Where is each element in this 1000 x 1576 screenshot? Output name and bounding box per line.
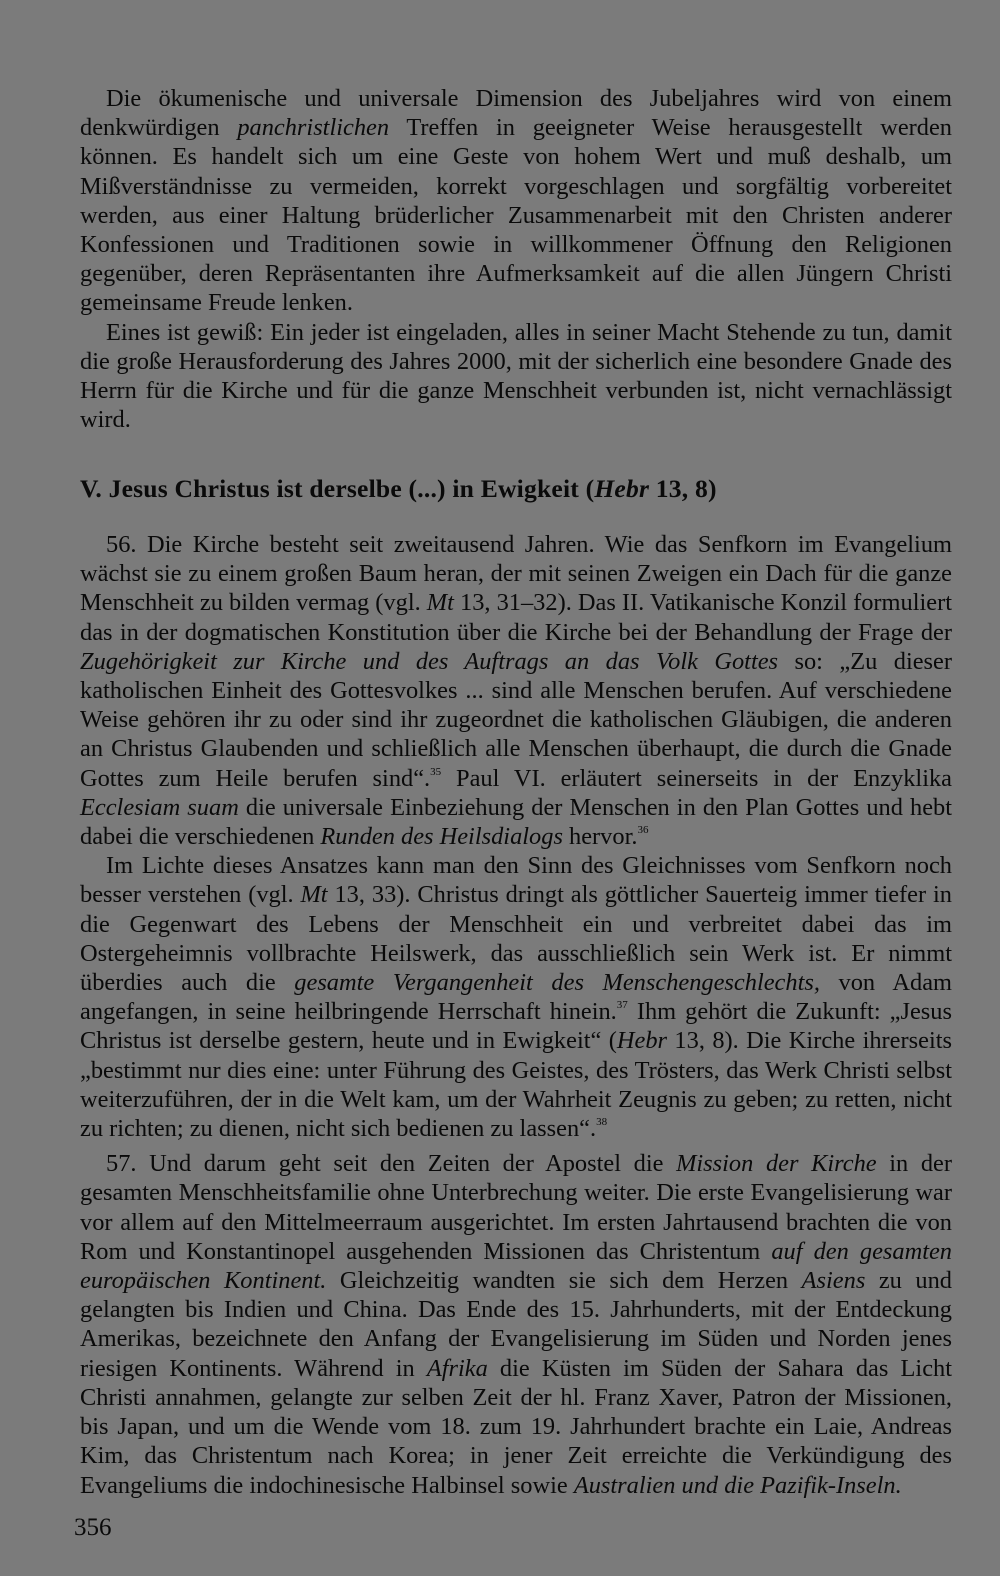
text-run: Paul VI. erläutert seinerseits in der Enzyklika (441, 764, 952, 792)
paragraph (80, 318, 952, 435)
text-run: 13, 8) (649, 474, 717, 503)
italic-span: Afrika (426, 1354, 488, 1382)
footnote-ref: 38 (596, 1115, 608, 1128)
italic-span: Asiens (801, 1267, 866, 1295)
text-run: 13, 8). Die Kirche ihrerseits „bestimmt nur dies eine: unter Führung des Geistes, des Trösters, das Werk Christi selbst weiterzuführen, der in die Welt kam, um der Wahrheit Zeugnis zu geben; zu retten, nicht zu richten; zu dienen, nicht sich bedienen zu lassen“. (80, 1027, 952, 1143)
text-run: Ihm gehört die Zukunft: „Jesus Christus ist derselbe gestern, heute und in Ewigkeit“ ( (80, 998, 952, 1055)
italic-span: auf den gesamten europäischen Kontinent. (80, 1237, 953, 1295)
italic-span: Mission der Kirche (676, 1150, 877, 1178)
italic-span: Zugehörigkeit zur Kirche und des Auftrags an das Volk Gottes (80, 647, 779, 675)
text-run: in der gesamten Menschheitsfamilie ohne Unterbrechung weiter. Die erste Evangelisierung war vor allem auf den Mittelmeerraum ausgerichtet. Im ersten Jahrtausend brachten die von Rom und Konstantinopel ausgehenden Missionen das Christentum (80, 1150, 953, 1265)
text-run: zu und gelangten bis Indien und China. Das Ende des 15. Jahrhunderts, mit der Entdeckung Amerikas, bezeichnete den Anfang der Evangelisierung im Süden und Norden jenes riesigen Kontinents. Während in (80, 1267, 952, 1382)
intro-text-block (80, 84, 952, 434)
italic-span: Hebr (616, 1027, 668, 1055)
italic-span: panchristlichen (237, 114, 390, 142)
footnote-ref: 35 (430, 765, 442, 778)
italic-span: Hebr (594, 474, 650, 503)
text-run: Eines ist gewiß: Ein jeder ist eingeladen, alles in seiner Macht Stehende zu tun, damit die große Herausforderung des Jahres 2000, mit der sicherlich eine besondere Gnade des Herrn für die Kirche und für die ganze Menschheit verbunden ist, nicht vernachlässigt wird. (80, 318, 952, 434)
section-text-block (80, 530, 952, 1500)
text-run: Gleichzeitig wandten sie sich dem Herzen (326, 1267, 802, 1295)
text-run: 13, 31–32). Das II. Vatikanische Konzil formuliert das in der dogmatischen Konstitution über die Kirche bei der Behandlung der Frage der (80, 589, 952, 646)
section-heading (80, 474, 717, 504)
text-run: V. Jesus Christus ist derselbe (...) in Ewigkeit ( (80, 474, 595, 503)
text-run: Treffen in geeigneter Weise herausgestellt werden können. Es handelt sich um eine Geste von hohem Wert und muß deshalb, um Mißverständnisse zu vermeiden, korrekt vorgeschlagen und sorgfältig vorbereitet werden, aus einer Haltung brüderlicher Zusammenarbeit mit den Christen anderer Konfessionen und Traditionen sowie in willkommener Öffnung den Religionen gegenüber, deren Repräsentanten ihre Aufmerksamkeit auf die allen Jüngern Christi gemeinsame Freude lenken. (80, 114, 953, 317)
paragraph (80, 84, 952, 318)
text-run: 13, 33). Christus dringt als göttlicher Sauerteig immer tiefer in die Gegenwart des Lebens der Menschheit ein und verbreitet dabei das im Ostergeheimnis vollbrachte Heilswerk, das ausschließlich sein Werk ist. Er nimmt überdies auch die (80, 881, 952, 997)
italic-span: Runden des Heilsdialogs (320, 823, 563, 851)
text-run: die Küsten im Süden der Sahara das Licht Christi annahmen, gelangte zur selben Zeit der hl. Franz Xaver, Patron der Missionen, bis Japan, und um die Wende vom 18. zum 19. Jahrhundert brachte ein Laie, Andreas Kim, das Christentum nach Korea; in jener Zeit erreichte die Verkündigung des Evangeliums die indochinesische Halbinsel sowie (80, 1354, 952, 1499)
text-run: hervor. (562, 823, 638, 851)
paragraph (80, 851, 952, 1143)
italic-span: Ecclesiam suam (80, 793, 239, 821)
italic-span: Mt (426, 589, 454, 617)
footnote-ref: 37 (616, 999, 628, 1012)
text-run: Die ökumenische und universale Dimension des Jubeljahres wird von einem denkwürdigen (80, 85, 952, 142)
text-run: von Adam angefangen, in seine heilbringende Herrschaft hinein. (80, 969, 952, 1026)
italic-span: gesamte Vergangenheit des Menschengeschlechts, (294, 969, 820, 997)
italic-span: Mt (300, 881, 328, 909)
footnote-ref: 36 (637, 823, 649, 836)
text-run: Im Lichte dieses Ansatzes kann man den Sinn des Gleichnisses vom Senfkorn noch besser verstehen (vgl. (80, 852, 952, 909)
paragraph-56 (80, 530, 952, 851)
text-run: 57. Und darum geht seit den Zeiten der Apostel die (106, 1150, 677, 1178)
text-run: die universale Einbeziehung der Menschen in den Plan Gottes und hebt dabei die verschiedenen (80, 793, 952, 851)
paragraph-57 (80, 1149, 952, 1499)
text-run: so: „Zu dieser katholischen Einheit des Gottesvolkes ... sind alle Menschen berufen. Auf verschiedene Weise gehören ihr zu oder sind ihr zugeordnet die katholischen Gläubigen, die anderen an Christus Glaubenden und schließlich alle Menschen überhaupt, die durch die Gnade Gottes zum Heile berufen sind“. (80, 647, 952, 792)
italic-span: Australien und die Pazifik-Inseln. (573, 1471, 902, 1499)
text-run: 56. Die Kirche besteht seit zweitausend Jahren. Wie das Senfkorn im Evangelium wächst sie zu einem großen Baum heran, der mit seinen Zweigen ein Dach für die ganze Menschheit zu bilden vermag (vgl. (80, 531, 952, 617)
page-number: 356 (74, 1514, 112, 1541)
